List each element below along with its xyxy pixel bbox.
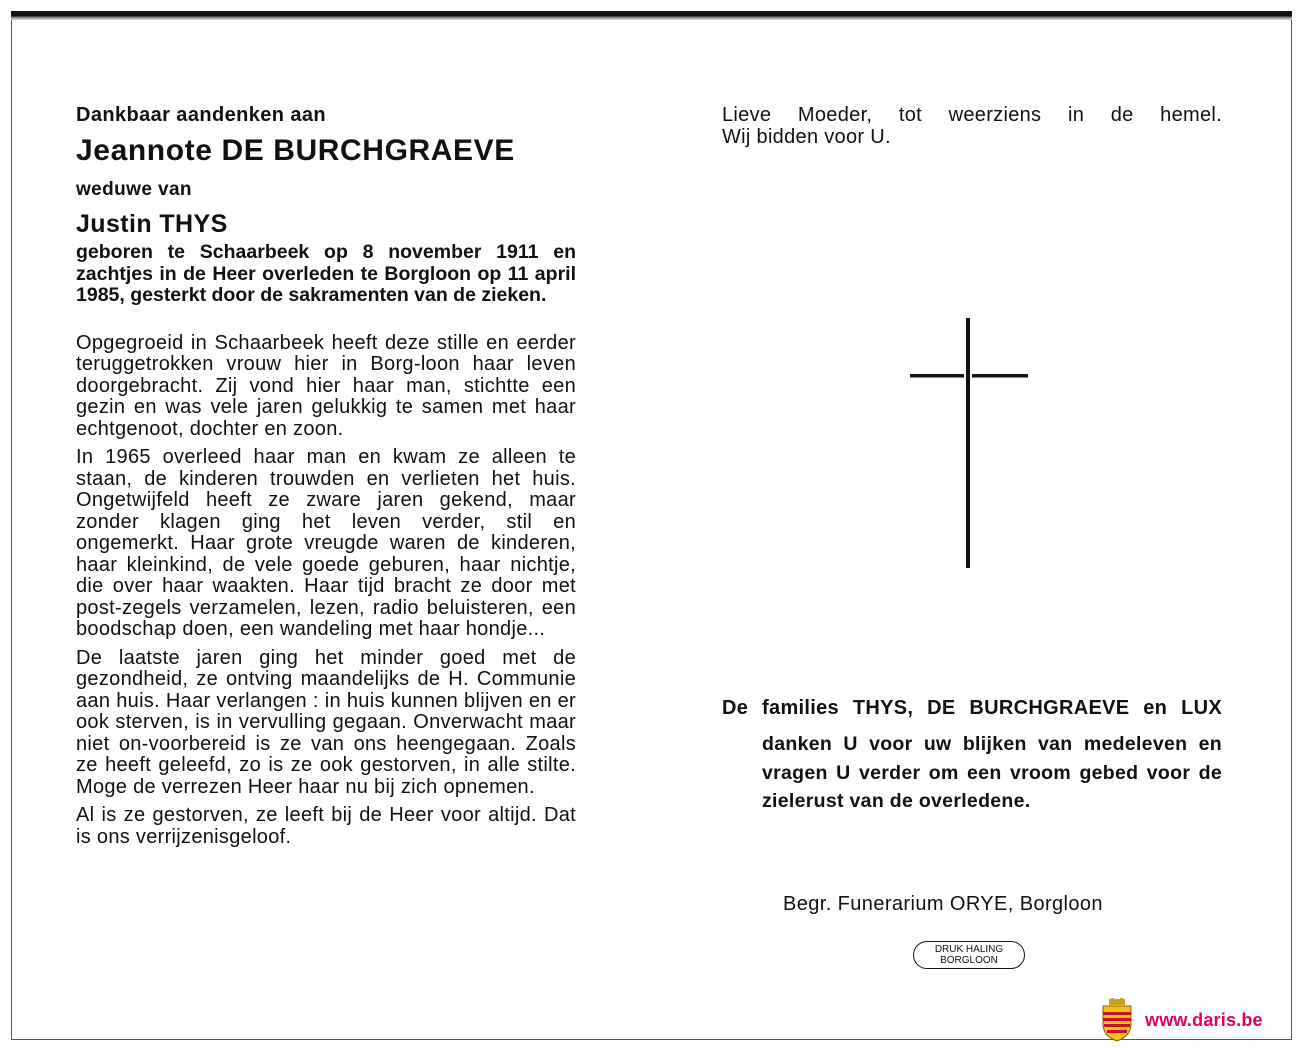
funeral-home-line: Begr. Funerarium ORYE, Borgloon <box>783 893 1103 915</box>
farewell-text <box>722 105 1222 148</box>
printer-line-2: BORGLOON <box>940 955 998 966</box>
thanks-text: danken U voor uw blijken van medeleven en vragen U verder om een vroom gebed voor de zielerust van de overledene. <box>762 733 1222 812</box>
families-heading: De families THYS, DE BURCHGRAEVE en LUX <box>722 697 1222 719</box>
farewell-line-2: Wij bidden voor U. <box>722 125 891 148</box>
printer-line-1: DRUK HALING <box>934 944 1004 955</box>
widow-of-label: weduwe van <box>76 179 192 200</box>
cross-icon <box>910 318 1028 568</box>
watermark-text: www.daris.be <box>1145 1010 1263 1030</box>
thanks-section <box>722 696 1222 816</box>
husband-name: Justin THYS <box>76 210 228 238</box>
farewell-line-1: Lieve Moeder, tot weerziens in de hemel. <box>722 104 1222 126</box>
printer-mark <box>913 941 1025 969</box>
faith-paragraph: Al is ze gestorven, ze leeft bij de Heer voor altijd. Dat is ons verrijzenisgeloof. <box>76 804 576 848</box>
intro-text: Dankbaar aandenken aan <box>76 104 327 126</box>
life-paragraph-3: De laatste jaren ging het minder goed met de gezondheid, ze ontving maandelijks de H. Communie aan huis. Haar verlangen : in huis kunnen blijven en er ook sterven, is in vervulling gegaan. Onverwacht maar niet on-voorbereid is ze van ons heengegaan. Zoals ze heeft geleefd, zo is ze ook gestorven, in alle stilte. Moge de verrezen Heer haar nu bij zich opnemen. <box>76 646 576 798</box>
watermark <box>1100 998 1290 1042</box>
deceased-name: Jeannote DE BURCHGRAEVE <box>76 134 515 167</box>
left-page <box>76 100 576 848</box>
life-paragraph-2: In 1965 overleed haar man en kwam ze alleen te staan, de kinderen trouwden en verlieten het huis. Ongetwijfeld heeft ze zware jaren gekend, maar zonder klagen ging het leven verder, stil en ongemerkt. Haar grote vreugde waren de kinderen, haar kleinkind, de vele goede geburen, haar nichtje, die over haar waakten. Haar tijd bracht ze door met post-zegels verzamelen, lezen, radio beluisteren, een boodschap doen, een wandeling met haar hondje... <box>76 446 576 641</box>
birth-death-text: geboren te Schaarbeek op 8 november 1911 en zachtjes in de Heer overleden te Borgloon op 11 april 1985, gesterkt door de sakramenten van de zieken. <box>76 241 576 307</box>
life-paragraph-1: Opgegroeid in Schaarbeek heeft deze stille en eerder teruggetrokken vrouw hier in Borg-loon haar leven doorgebracht. Zij vond hier haar man, stichtte een gezin en was vele jaren gelukkig te samen met haar echtgenoot, dochter en zoon. <box>76 331 576 440</box>
coat-of-arms-icon <box>1100 998 1134 1042</box>
top-edge-band <box>11 11 1292 20</box>
